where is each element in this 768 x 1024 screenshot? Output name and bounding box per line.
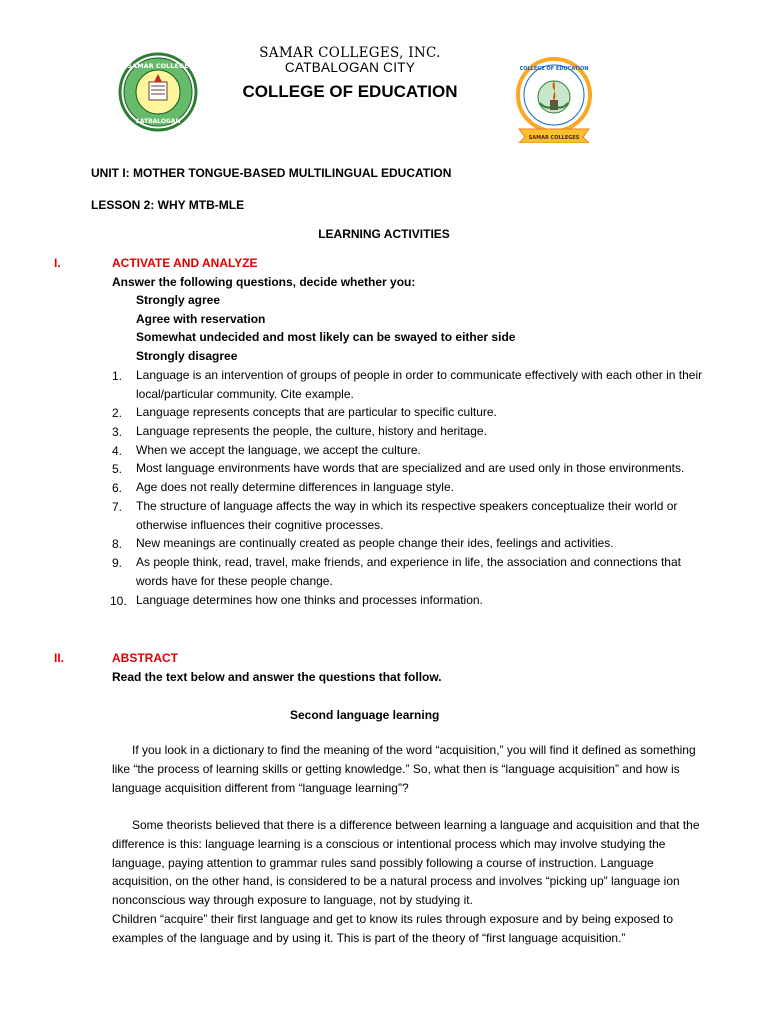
- list-item: As people think, read, travel, make friends, and experience in life, the association and connections that words have for these people change.: [136, 555, 681, 588]
- seal-left-bottom-text: CATBALOGAN: [135, 118, 181, 125]
- list-item: Language represents the people, the culture, history and heritage.: [136, 424, 487, 438]
- college-name: COLLEGE OF EDUCATION: [242, 82, 458, 101]
- section-1-title: ACTIVATE AND ANALYZE: [112, 256, 258, 270]
- seal-right-top-text: COLLEGE OF EDUCATION: [519, 66, 589, 72]
- list-item: New meanings are continually created as people change their ides, feelings and activities.: [136, 536, 614, 550]
- document-header: [0, 0, 768, 140]
- seal-right-ribbon-text: SAMAR COLLEGES: [528, 135, 580, 141]
- list-item: Language is an intervention of groups of people in order to communicate effectively with each other in their local/particular community. Cite example.: [136, 368, 703, 401]
- item-number: 2.: [112, 406, 123, 420]
- item-number: 4.: [112, 444, 123, 458]
- unit-title: UNIT I: MOTHER TONGUE-BASED MULTILINGUAL EDUCATION: [91, 166, 452, 180]
- list-item: Age does not really determine differences in language style.: [136, 480, 454, 494]
- reading-paragraph-1: If you look in a dictionary to find the meaning of the word “acquisition,” you will find it defined as something like “the process of learning skills or getting knowledge.” So, what then is “language acquisition” and how is language acquisition different from “language learning”?: [112, 743, 696, 795]
- school-name: SAMAR COLLEGES, INC.: [259, 45, 441, 61]
- activities-heading: LEARNING ACTIVITIES: [318, 227, 450, 241]
- college-of-education-seal: [513, 55, 595, 143]
- list-item: Language determines how one thinks and processes information.: [136, 593, 483, 607]
- lesson-title: LESSON 2: WHY MTB-MLE: [91, 198, 245, 212]
- section-1-numeral: I.: [54, 256, 61, 270]
- reading-paragraph-3: Children “acquire” their first language and get to know its rules through exposure and by being exposed to examples of the language and by using it. This is part of the theory of “first language acquisition.”: [112, 912, 674, 945]
- item-number: 5.: [112, 462, 123, 476]
- item-number: 7.: [112, 500, 123, 514]
- school-city: CATBALOGAN CITY: [284, 60, 416, 75]
- item-number: 8.: [112, 537, 123, 551]
- choice-strongly-disagree: Strongly disagree: [136, 349, 238, 363]
- list-item: When we accept the language, we accept the culture.: [136, 443, 421, 457]
- item-number: 3.: [112, 425, 123, 439]
- section-2-title: ABSTRACT: [112, 651, 178, 665]
- section-2-instruction: Read the text below and answer the questions that follow.: [112, 670, 442, 684]
- choice-strongly-agree: Strongly agree: [136, 293, 221, 307]
- list-item: Language represents concepts that are particular to specific culture.: [136, 405, 497, 419]
- reading-paragraph-2: Some theorists believed that there is a difference between learning a language and acquisition and that the difference is this: language learning is a conscious or intentional process which may involve studying the language, paying attention to grammar rules sand possibly following a course of instruction. Language acquisition, on the other hand, is considered to be a natural process and involves “picking up” language ion nonconscious way through exposure to language, not by studying it.: [112, 818, 700, 908]
- item-number: 9.: [112, 556, 123, 570]
- choice-agree-with-reservation: Agree with reservation: [136, 312, 266, 326]
- item-number: 10.: [110, 594, 127, 608]
- reading-title: Second language learning: [290, 708, 440, 722]
- section-1-instruction: Answer the following questions, decide whether you:: [112, 275, 416, 289]
- section-2-numeral: II.: [54, 651, 65, 665]
- list-item: Most language environments have words that are specialized and are used only in those environments.: [136, 461, 685, 475]
- list-item: The structure of language affects the way in which its respective speakers conceptualize their world or otherwise influences their cognitive processes.: [136, 499, 678, 532]
- choice-undecided: Somewhat undecided and most likely can be swayed to either side: [136, 330, 516, 344]
- item-number: 6.: [112, 481, 123, 495]
- seal-left-top-text: SAMAR COLLEGE: [127, 62, 189, 70]
- item-number: 1.: [112, 369, 123, 383]
